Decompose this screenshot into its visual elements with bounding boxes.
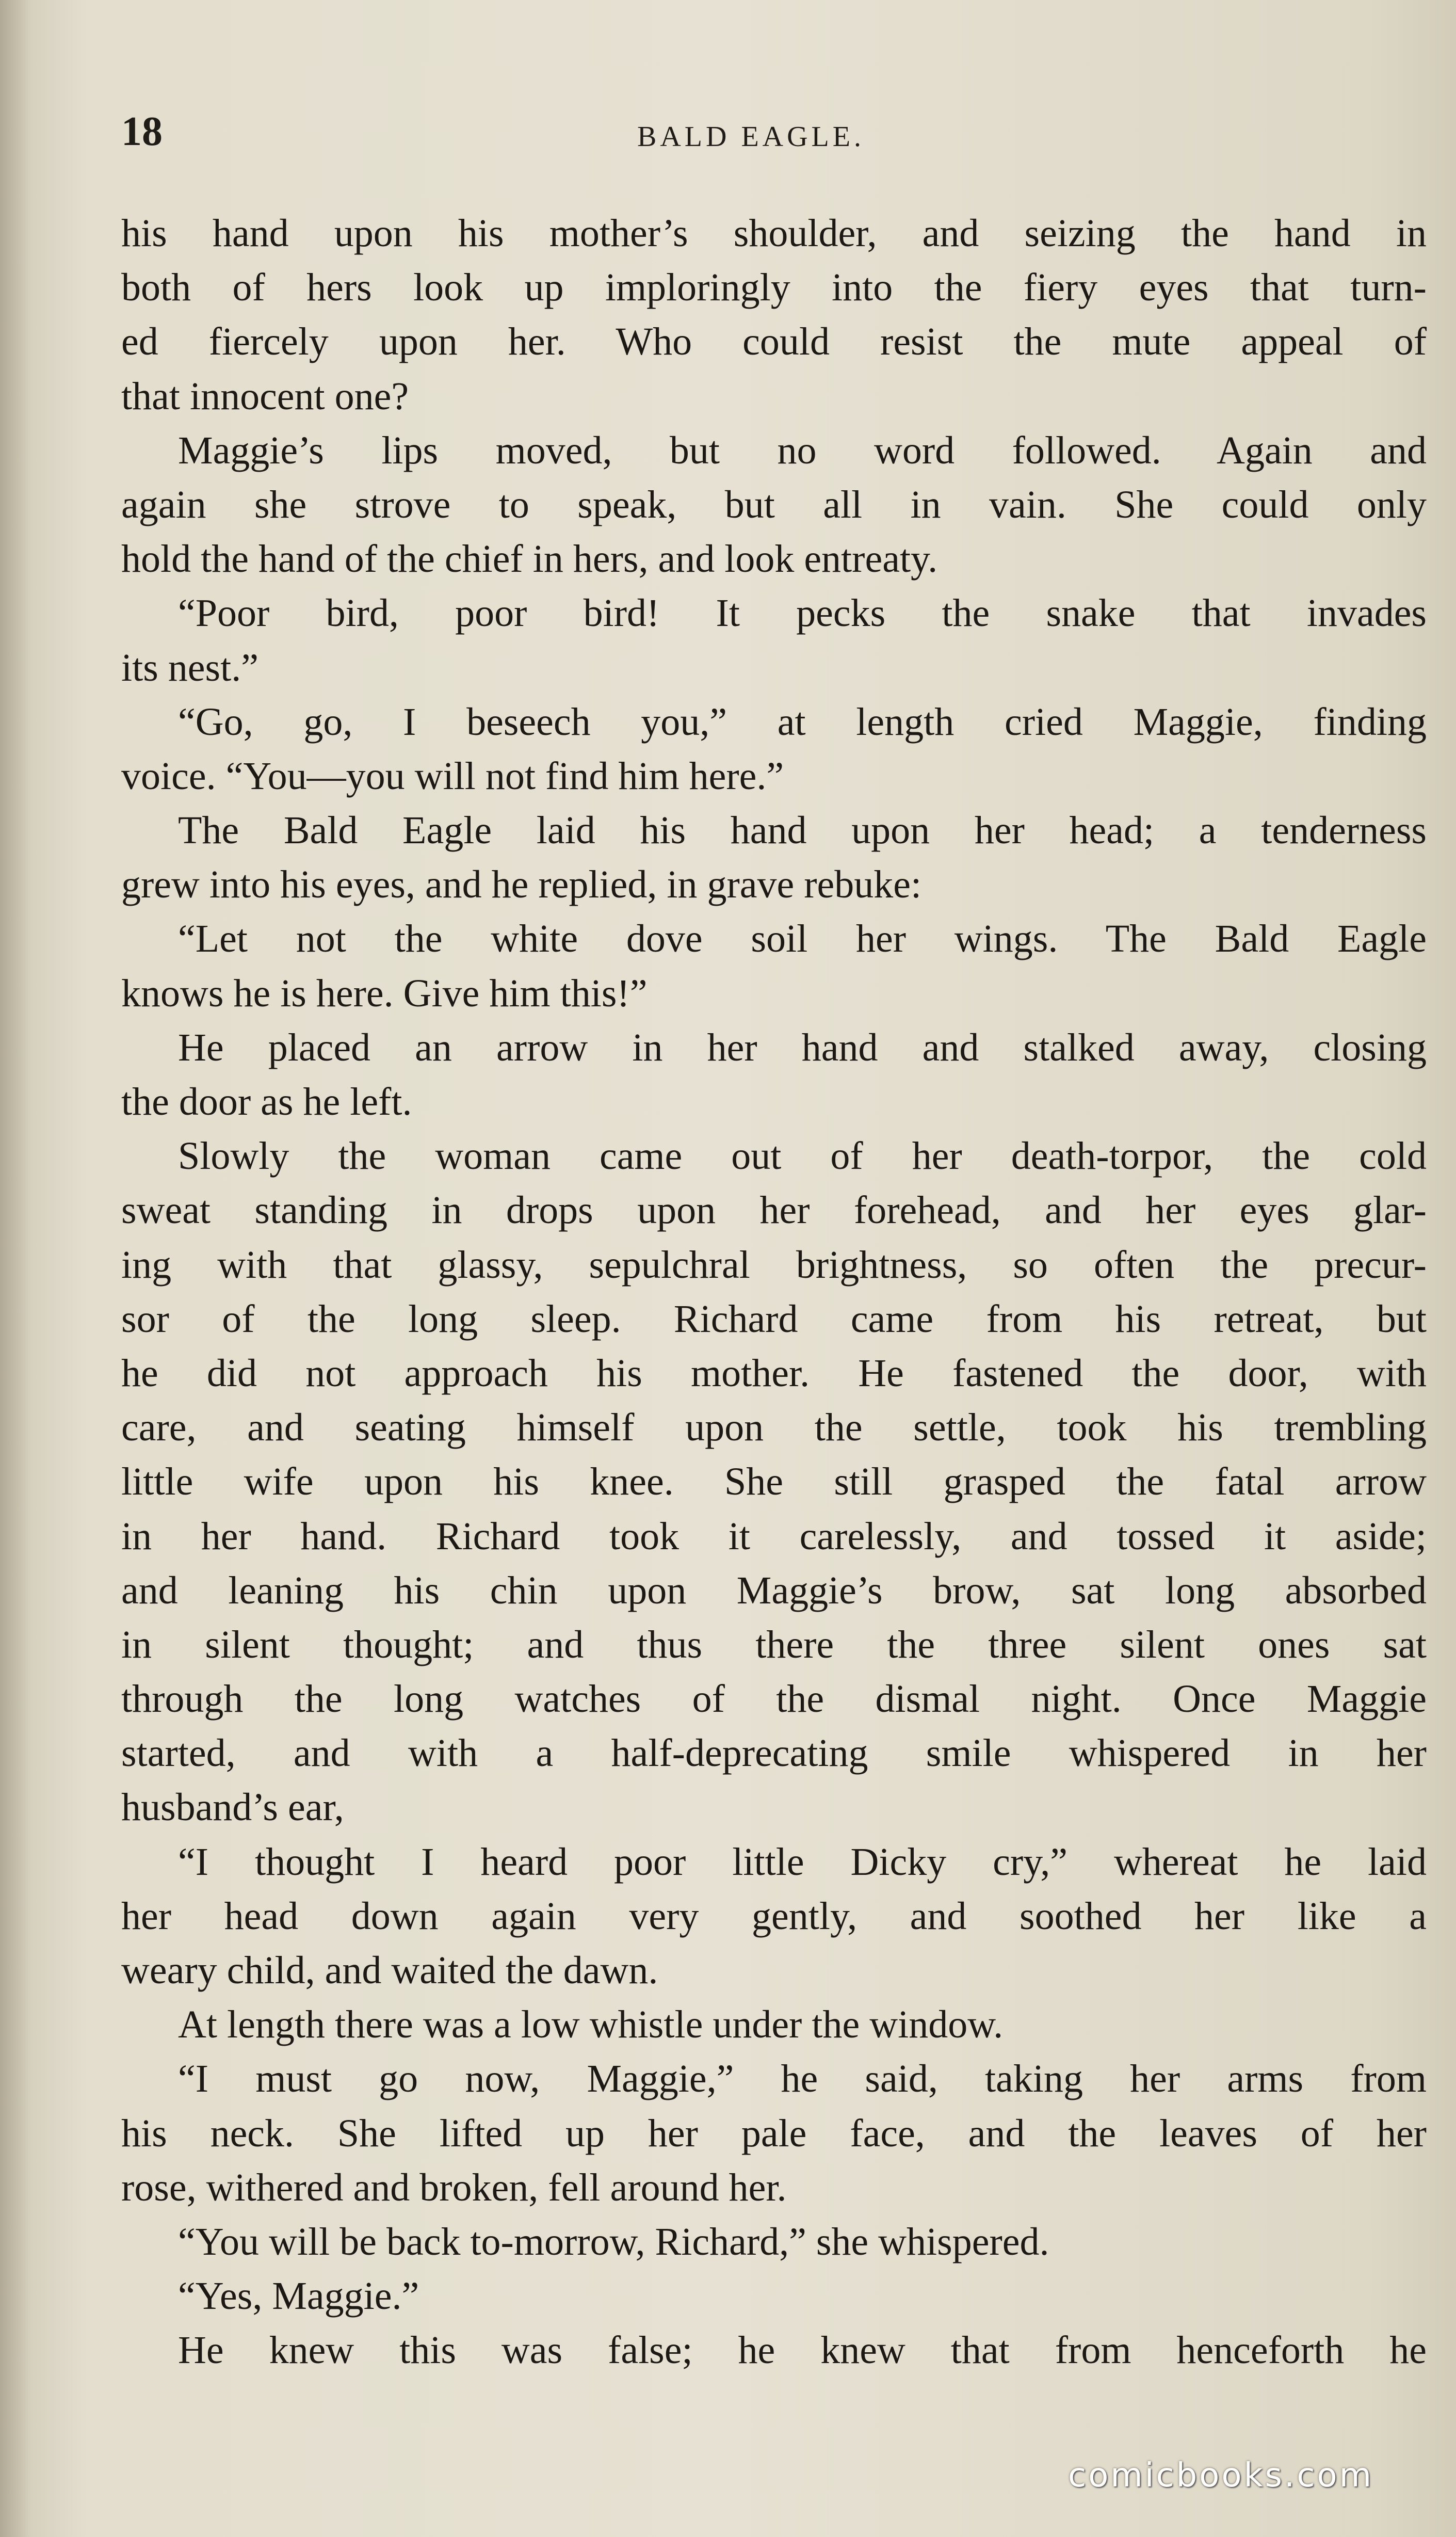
text-line: “You will be back to-morrow, Richard,” she whispered. <box>178 2220 1049 2263</box>
text-line: through the long watches of the dismal night. Once Maggie <box>121 1677 1427 1721</box>
text-line: knows he is here. Give him this!” <box>121 971 648 1015</box>
text-line: “Yes, Maggie.” <box>178 2274 419 2318</box>
text-line: his hand upon his mother’s shoulder, and seizing the hand in <box>121 212 1427 255</box>
text-line: He knew this was false; he knew that from henceforth he <box>178 2329 1427 2372</box>
page-header <box>121 103 1427 160</box>
text-line: At length there was a low whistle under the window. <box>178 2003 1004 2047</box>
text-line: “Let not the white dove soil her wings. The Bald Eagle <box>178 917 1427 961</box>
text-line: voice. “You—you will not find him here.” <box>121 754 784 798</box>
text-line: he did not approach his mother. He fastened the door, with <box>121 1351 1427 1395</box>
text-line: care, and seating himself upon the settle, took his trembling <box>121 1406 1427 1450</box>
text-line: started, and with a half-deprecating smile whispered in her <box>121 1731 1427 1775</box>
running-head: BALD EAGLE. <box>637 121 865 153</box>
text-line: again she strove to speak, but all in vain. She could only <box>121 483 1427 526</box>
text-line: in her hand. Richard took it carelessly, and tossed it aside; <box>121 1514 1427 1558</box>
page-number: 18 <box>121 109 163 154</box>
text-line: “I must go now, Maggie,” he said, taking her arms from <box>178 2057 1427 2101</box>
text-line: the door as he left. <box>121 1080 412 1123</box>
text-line: little wife upon his knee. She still grasped the fatal arrow <box>121 1460 1427 1504</box>
text-line: The Bald Eagle laid his hand upon her head; a tenderness <box>178 809 1427 853</box>
text-line: ed fiercely upon her. Who could resist the mute appeal of <box>121 320 1427 364</box>
text-line: “Poor bird, poor bird! It pecks the snake that invades <box>178 591 1427 635</box>
text-line: Slowly the woman came out of her death-torpor, the cold <box>178 1134 1427 1178</box>
watermark: comicbooks.com <box>1068 2456 1374 2495</box>
text-line: and leaning his chin upon Maggie’s brow, sat long absorbed <box>121 1568 1427 1612</box>
text-line: that innocent one? <box>121 374 409 418</box>
text-line: ing with that glassy, sepulchral brightness, so often the precur- <box>121 1243 1427 1287</box>
text-line: grew into his eyes, and he replied, in grave rebuke: <box>121 863 922 907</box>
text-line: in silent thought; and thus there the three silent ones sat <box>121 1623 1427 1666</box>
text-line: his neck. She lifted up her pale face, and the leaves of her <box>121 2111 1427 2155</box>
text-line: sweat standing in drops upon her forehead, and her eyes glar- <box>121 1189 1427 1232</box>
text-line: her head down again very gently, and soothed her like a <box>121 1894 1427 1938</box>
body-text <box>121 206 1427 2378</box>
text-line: husband’s ear, <box>121 1786 344 1829</box>
spine-shadow <box>0 0 31 2537</box>
text-line: its nest.” <box>121 646 258 689</box>
text-line: both of hers look up imploringly into the fiery eyes that turn- <box>121 266 1427 310</box>
text-line: rose, withered and broken, fell around her. <box>121 2165 787 2209</box>
text-line: Maggie’s lips moved, but no word followed. Again and <box>178 428 1427 472</box>
text-line: sor of the long sleep. Richard came from his retreat, but <box>121 1297 1427 1341</box>
text-line: weary child, and waited the dawn. <box>121 1949 658 1992</box>
text-line: He placed an arrow in her hand and stalked away, closing <box>178 1025 1427 1069</box>
text-line: “I thought I heard poor little Dicky cry,” whereat he laid <box>178 1840 1427 1884</box>
text-line: “Go, go, I beseech you,” at length cried Maggie, finding <box>178 700 1427 744</box>
text-line: hold the hand of the chief in hers, and look entreaty. <box>121 537 938 581</box>
